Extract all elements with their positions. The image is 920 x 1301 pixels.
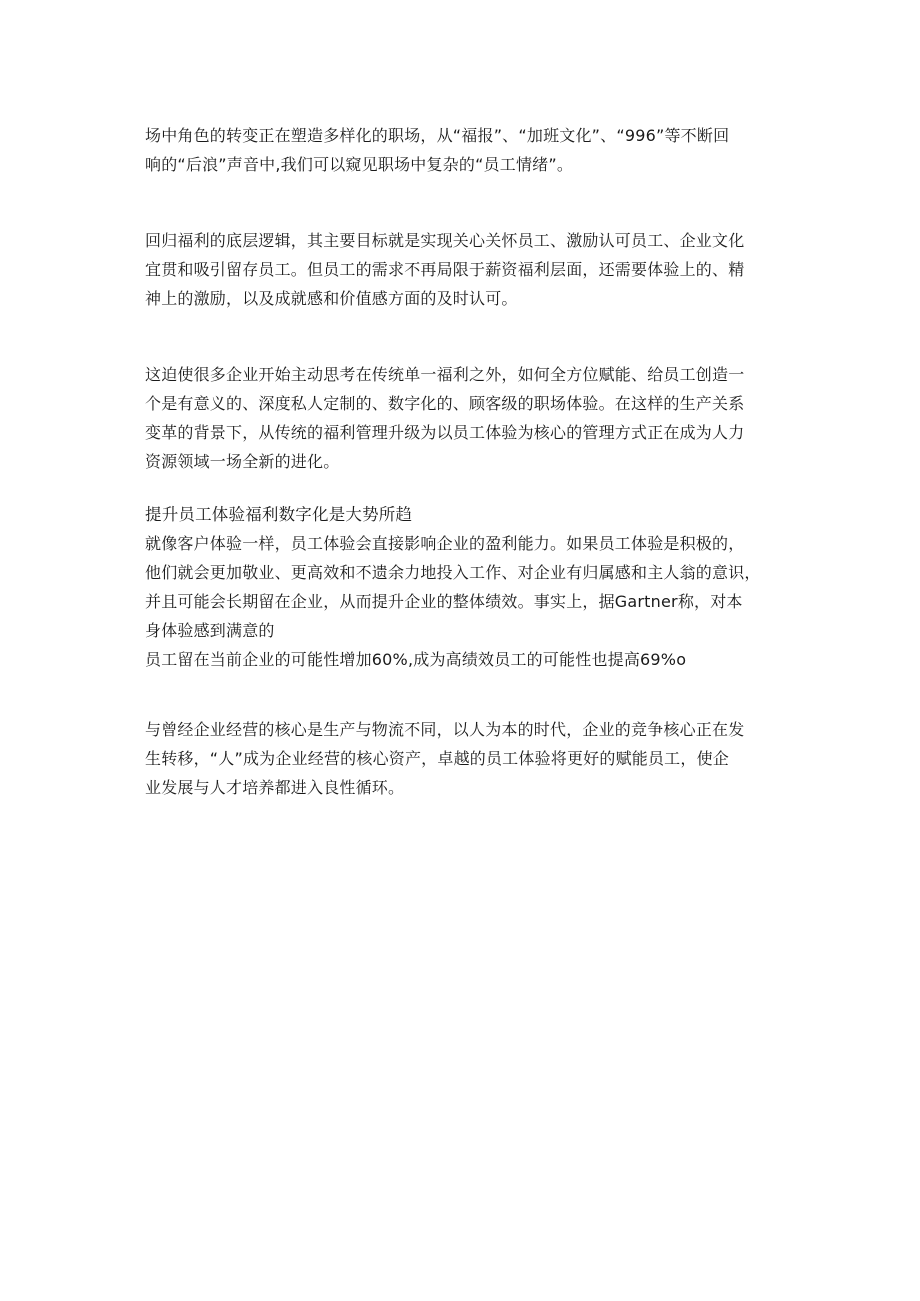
text-line: 这迫使很多企业开始主动思考在传统单一福利之外，如何全方位赋能、给员工创造一 xyxy=(145,365,745,384)
paragraph-employee-experience xyxy=(145,360,785,476)
text-line: 回归福利的底层逻辑，其主要目标就是实现关心关怀员工、激励认可员工、企业文化 xyxy=(145,231,745,250)
text-line: 宜贯和吸引留存员工。但员工的需求不再局限于薪资福利层面，还需要体验上的、精 xyxy=(145,260,745,279)
text-line: 就像客户体验一样，员工体验会直接影响企业的盈利能力。如果员工体验是积极的， xyxy=(145,534,745,553)
text-line: 生转移，“人”成为企业经营的核心资产，卓越的员工体验将更好的赋能员工，使企 xyxy=(145,749,729,768)
text-line: 员工留在当前企业的可能性增加60%,成为高绩效员工的可能性也提高69%o xyxy=(145,650,687,669)
text-line: 并且可能会长期留在企业，从而提升企业的整体绩效。事实上，据Gartner称，对本 xyxy=(145,592,743,611)
text-line: 他们就会更加敬业、更高效和不遗余力地投入工作、对企业有归属感和主人翁的意识， xyxy=(145,563,761,582)
text-line: 资源领域一场全新的进化。 xyxy=(145,452,340,471)
text-line: 神上的激励，以及成就感和价值感方面的及时认可。 xyxy=(145,289,518,308)
text-line: 业发展与人才培养都进入良性循环。 xyxy=(145,778,405,797)
text-line: 身体验感到满意的 xyxy=(145,621,275,640)
paragraph-digital-trend xyxy=(145,500,785,674)
text-line: 与曾经企业经营的核心是生产与物流不同，以人为本的时代，企业的竞争核心正在发 xyxy=(145,720,745,739)
paragraph-people-core xyxy=(145,715,785,802)
text-line: 变革的背景下，从传统的福利管理升级为以员工体验为核心的管理方式正在成为人力 xyxy=(145,423,745,442)
text-line: 个是有意义的、深度私人定制的、数字化的、顾客级的职场体验。在这样的生产关系 xyxy=(145,394,745,413)
paragraph-welfare-logic xyxy=(145,226,785,313)
text-line: 响的“后浪”声音中,我们可以窥见职场中复杂的“员工情绪”。 xyxy=(145,155,574,174)
text-line: 场中角色的转变正在塑造多样化的职场，从“福报”、“加班文化”、“996”等不断回 xyxy=(145,126,730,145)
paragraph-workplace-shift xyxy=(145,121,785,179)
section-heading: 提升员工体验福利数字化是大势所趋 xyxy=(145,505,413,524)
